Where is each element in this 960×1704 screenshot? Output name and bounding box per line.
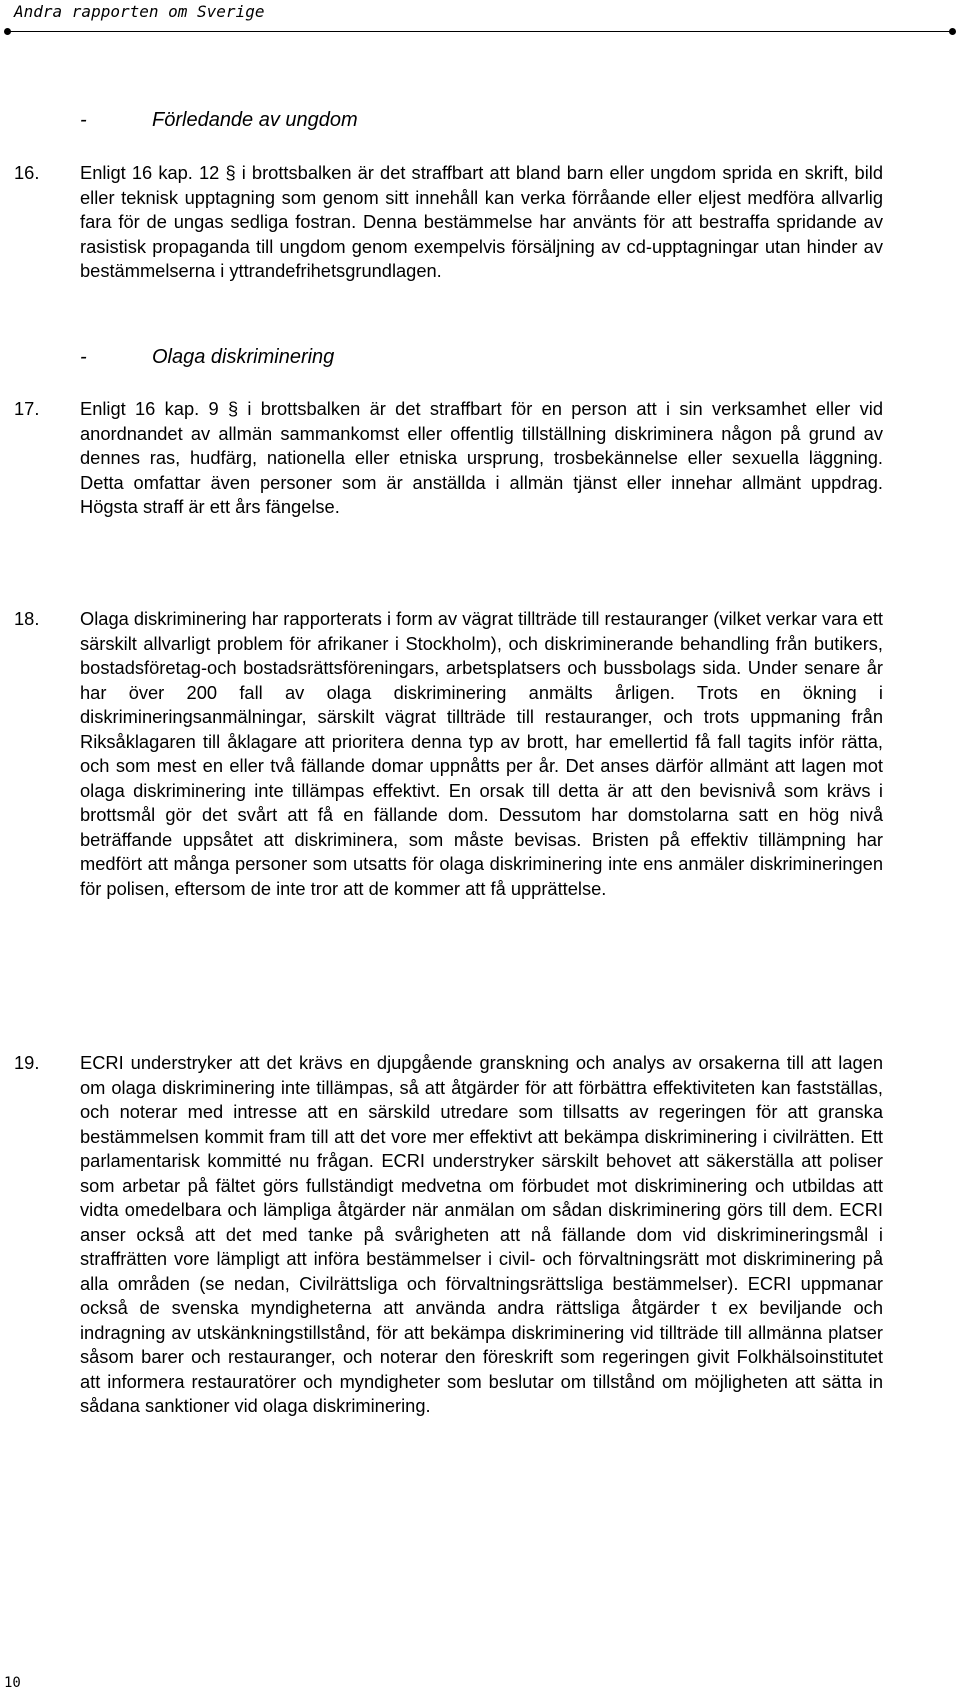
running-header: Andra rapporten om Sverige [14, 2, 265, 21]
section-title: Olaga diskriminering [152, 346, 335, 368]
header-rule-left-dot [4, 28, 11, 35]
paragraph-18 [14, 607, 883, 901]
section-heading-olaga [80, 344, 334, 370]
page-number: 10 [4, 1675, 21, 1691]
header-rule-right-dot [949, 28, 956, 35]
paragraph-text: Olaga diskriminering har rapporterats i form av vägrat tillträde till restauranger (vilket verkar vara ett särskilt allvarligt problem för afrikaner i Stockholm), och diskriminerande behandling från butikers, bostadsföretag-och bostadsrättsföreningars, arbetsplatsers och bussbolags sida. Under senare år har över 200 fall av olaga diskriminering anmälts årligen. Trots en ökning i diskrimineringsanmälningar, särskilt vägrat tillträde till restauranger, och trots uppmaning från Riksåklagaren till åklagare att prioritera denna typ av brott, har emellertid få fall tagits inför rätta, och som mest en eller två fällande domar uppnåtts per år. Det anses därför allmänt att lagen mot olaga diskriminering inte tillämpas effektivt. En orsak till detta är att den bevisnivå som krävs i brottsmål gör det svårt att få en fällande dom. Dessutom har domstolarna satt en hög nivå beträffande uppsåtet att diskriminera, som måste bevisas. Bristen på effektiv tillämpning har medfört att många personer som utsatts för olaga diskriminering inte ens anmäler diskrimineringen för polisen, eftersom de inte tror att de kommer att få upprättelse. [80, 608, 883, 899]
section-dash: - [80, 109, 87, 131]
paragraph-text: Enligt 16 kap. 9 § i brottsbalken är det straffbart för en person att i sin verksamhet eller vid anordnandet av allmän sammankomst eller offentlig tillställning diskriminera någon på grund av dennes ras, hudfärg, nationella eller etniska ursprung, trosbekännelse eller sexuella läggning. Detta omfattar även personer som är anställda i allmän tjänst eller innehar allmänt uppdrag. Högsta straff är ett års fängelse. [80, 398, 883, 517]
paragraph-19 [14, 1051, 883, 1419]
paragraph-text: ECRI understryker att det krävs en djupgående granskning och analys av orsakerna till att lagen om olaga diskriminering inte tillämpas, så att åtgärder för att förbättra effektiviteten kan fastställas, och noterar med intresse att en särskild utredare som tillsatts av regeringen för att granska bestämmelsen kommit fram till att det vore mer effektivt att bekämpa diskriminering i civilrätten. Ett parlamentarisk kommitté nu frågan. ECRI understryker särskilt behovet att säkerställa att poliser som arbetar på fältet görs fullständigt medvetna om förbudet mot diskriminering och utbildas att vidta omedelbara och lämpliga åtgärder när anmälan om sådan diskriminering görs till dem. ECRI anser också att det med tanke på svårigheten att nå fällande dom vid diskrimineringsmål i straffrätten vore lämpligt att införa bestämmelser i civil- och förvaltningsrätt mot diskriminering på alla områden (se nedan, Civilrättsliga och förvaltningsrättsliga bestämmelser). ECRI uppmanar också de svenska myndigheterna att använda andra rättsliga åtgärder t ex beviljande och indragning av utskänkningstillstånd, för att bekämpa diskriminering vid tillträde till allmänna platser såsom barer och restauranger, och noterar den föreskrift som regeringen givit Folkhälsoinstitutet att informera restauratörer och myndigheter som beslutar om tillstånd om möjligheten att sätta in sådana sanktioner vid olaga diskriminering. [80, 1052, 883, 1416]
paragraph-text: Enligt 16 kap. 12 § i brottsbalken är det straffbart att bland barn eller ungdom sprida en skrift, bild eller teknisk upptagning som genom sitt innehåll kan verka förråande eller eljest medföra allvarlig fara för de ungas sedliga fostran. Denna bestämmelse har använts för att bestraffa spridande av rasistisk propaganda till ungdom genom exempelvis försäljning av cd-upptagningar utan hinder av bestämmelserna i yttrandefrihetsgrundlagen. [80, 162, 883, 281]
section-title: Förledande av ungdom [152, 109, 358, 131]
paragraph-number: 19. [14, 1052, 40, 1073]
header-rule [8, 31, 952, 32]
section-heading-forledande [80, 107, 358, 133]
paragraph-17 [14, 397, 883, 520]
section-dash: - [80, 346, 87, 368]
paragraph-number: 16. [14, 162, 40, 183]
paragraph-number: 18. [14, 608, 40, 629]
paragraph-16 [14, 161, 883, 284]
paragraph-number: 17. [14, 398, 40, 419]
